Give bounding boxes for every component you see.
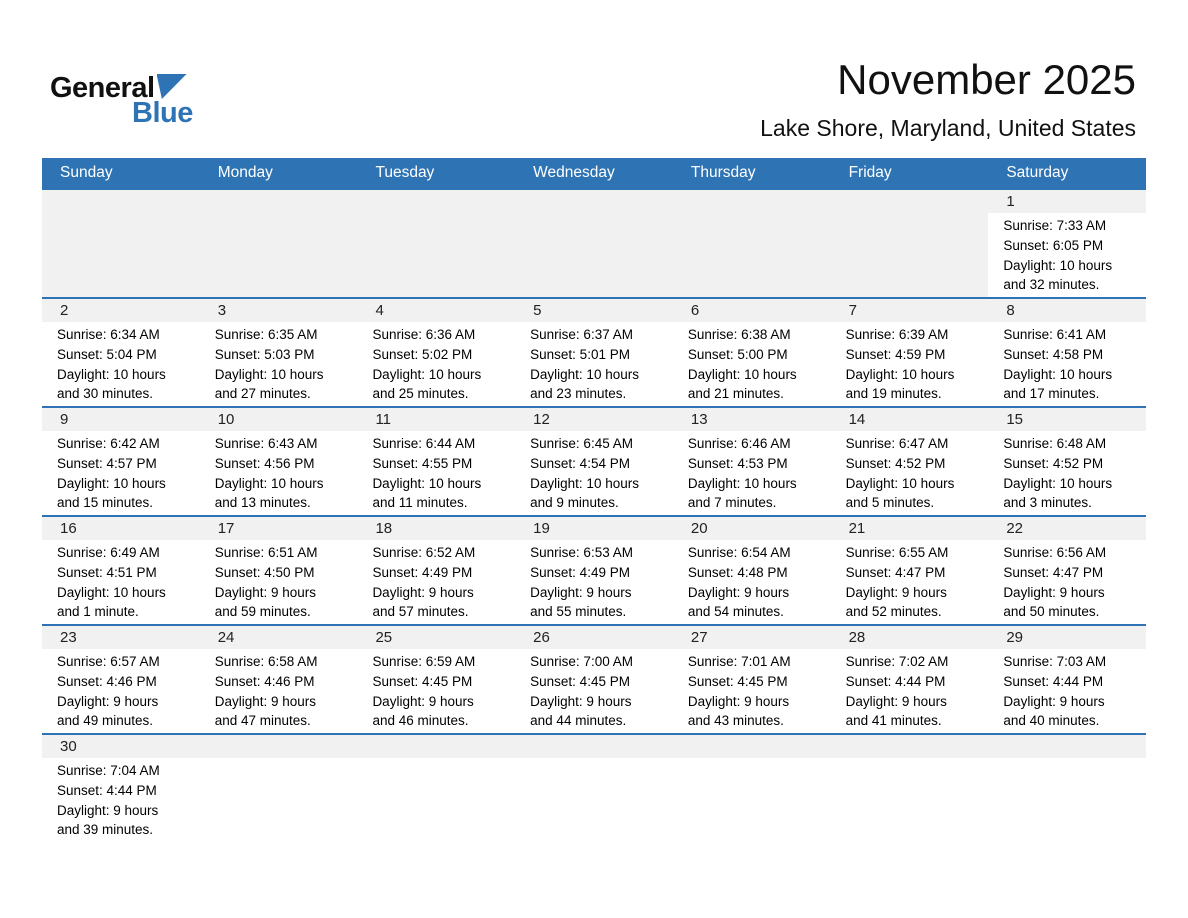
day-number: 7 — [848, 302, 857, 319]
sun-info-line: Daylight: 9 hours — [1003, 693, 1105, 709]
sun-info-line: Sunset: 4:51 PM — [57, 564, 157, 580]
sun-info-line: Sunrise: 7:04 AM — [57, 763, 160, 778]
sun-info-line: Sunrise: 6:37 AM — [530, 327, 633, 342]
day-number: 17 — [217, 520, 235, 537]
sun-info-line: Sunrise: 7:02 AM — [845, 654, 949, 669]
day-number-strip — [42, 735, 1146, 758]
day-number: 21 — [848, 520, 866, 537]
sun-info-line: and 46 minutes. — [372, 713, 469, 729]
general-blue-logo — [50, 74, 193, 128]
empty-day-number — [357, 190, 515, 213]
sun-info-line: Daylight: 10 hours — [57, 366, 166, 382]
sun-info-line: and 30 minutes. — [57, 386, 154, 402]
day-cell — [515, 322, 673, 406]
empty-day-number — [42, 190, 200, 213]
empty-day-cell — [988, 758, 1146, 842]
sun-info-line: Sunset: 4:54 PM — [530, 455, 630, 471]
day-cell — [831, 649, 989, 733]
sun-info-line: Daylight: 9 hours — [687, 584, 790, 600]
sun-info-line: Sunrise: 6:41 AM — [1003, 327, 1107, 342]
empty-day-cell — [200, 213, 358, 297]
empty-day-number — [357, 735, 515, 758]
day-cell — [831, 540, 989, 624]
day-cell — [42, 431, 200, 515]
weekday-header-row — [42, 158, 1146, 188]
sun-info-line: and 11 minutes. — [372, 495, 468, 511]
sun-info-line: and 17 minutes. — [1003, 386, 1100, 402]
sun-info-line: Daylight: 10 hours — [372, 366, 482, 382]
sun-info-line: Sunrise: 6:57 AM — [57, 654, 160, 669]
empty-day-number — [515, 190, 673, 213]
day-number: 5 — [533, 302, 542, 319]
sun-info-line: and 44 minutes. — [530, 713, 627, 729]
sun-info-line: Daylight: 10 hours — [687, 366, 797, 382]
sun-info-line: Sunrise: 6:39 AM — [845, 327, 949, 342]
day-number-strip — [42, 190, 1146, 213]
day-cell — [831, 322, 989, 406]
day-cell — [357, 431, 515, 515]
sun-info-line: and 55 minutes. — [530, 604, 627, 620]
sun-info-line: Sunrise: 6:48 AM — [1003, 436, 1107, 451]
sun-info-line: and 19 minutes. — [845, 386, 942, 402]
day-cell — [357, 540, 515, 624]
weekday-header-thursday: Thursday — [690, 164, 756, 181]
sun-info-line: and 57 minutes. — [372, 604, 469, 620]
sun-info-line: and 43 minutes. — [687, 713, 784, 729]
week-row — [42, 406, 1146, 515]
day-details-row — [42, 758, 1146, 842]
day-number-strip — [42, 626, 1146, 649]
sun-info-line: and 5 minutes. — [845, 495, 935, 511]
day-details-row — [42, 540, 1146, 624]
day-number: 2 — [60, 302, 69, 319]
day-cell — [515, 540, 673, 624]
sun-info-line: Sunset: 5:01 PM — [530, 346, 630, 362]
sun-info-line: Sunset: 4:44 PM — [845, 673, 946, 689]
empty-day-number — [200, 190, 358, 213]
sun-info-line: Sunrise: 6:53 AM — [530, 545, 633, 560]
sun-info-line: and 50 minutes. — [1003, 604, 1100, 620]
sun-info-line: Daylight: 10 hours — [57, 475, 166, 491]
day-cell — [988, 540, 1146, 624]
sun-info-line: Daylight: 9 hours — [214, 584, 317, 600]
empty-day-cell — [200, 758, 358, 842]
weekday-header-wednesday: Wednesday — [533, 164, 615, 181]
empty-day-cell — [515, 213, 673, 297]
sun-info-line: Daylight: 10 hours — [372, 475, 482, 491]
sun-info-line: and 1 minute. — [57, 604, 139, 620]
page-title: November 2025 — [837, 56, 1136, 103]
weekday-header-saturday: Saturday — [1006, 164, 1069, 181]
sun-info-line: Sunset: 4:44 PM — [1003, 673, 1104, 689]
empty-day-cell — [673, 213, 831, 297]
day-cell — [515, 649, 673, 733]
sun-info-line: Sunset: 4:47 PM — [845, 564, 946, 580]
empty-day-number — [515, 735, 673, 758]
sun-info-line: Sunset: 4:48 PM — [687, 564, 788, 580]
day-details-row — [42, 213, 1146, 297]
sun-info-line: and 39 minutes. — [57, 822, 154, 838]
sun-info-line: Daylight: 9 hours — [214, 693, 317, 709]
day-number: 24 — [217, 629, 235, 646]
day-cell — [200, 322, 358, 406]
day-details-row — [42, 649, 1146, 733]
week-row — [42, 297, 1146, 406]
day-number-strip — [42, 517, 1146, 540]
sun-info-line: Sunrise: 6:55 AM — [845, 545, 949, 560]
weekday-header-tuesday: Tuesday — [375, 164, 435, 181]
empty-day-cell — [673, 758, 831, 842]
sun-info-line: and 23 minutes. — [530, 386, 627, 402]
day-cell — [200, 649, 358, 733]
day-details-row — [42, 431, 1146, 515]
sun-info-line: Sunset: 4:58 PM — [1003, 346, 1104, 362]
day-cell — [515, 431, 673, 515]
day-number: 28 — [848, 629, 866, 646]
day-cell — [357, 649, 515, 733]
sun-info-line: Daylight: 10 hours — [530, 366, 639, 382]
logo-triangle-icon — [157, 74, 187, 99]
week-row — [42, 624, 1146, 733]
day-number: 25 — [375, 629, 393, 646]
day-cell — [673, 649, 831, 733]
empty-day-number — [673, 190, 831, 213]
sun-info-line: Sunset: 4:55 PM — [372, 455, 473, 471]
day-number: 9 — [60, 411, 69, 428]
sun-info-line: Sunset: 4:44 PM — [57, 782, 157, 798]
sun-info-line: and 7 minutes. — [687, 495, 777, 511]
sun-info-line: Daylight: 9 hours — [372, 693, 474, 709]
sun-info-line: and 52 minutes. — [845, 604, 942, 620]
day-number: 1 — [1006, 193, 1015, 210]
day-cell — [988, 431, 1146, 515]
weekday-header-monday: Monday — [217, 164, 273, 181]
day-cell — [42, 649, 200, 733]
day-number: 23 — [60, 629, 77, 646]
day-cell — [200, 431, 358, 515]
empty-day-number — [831, 190, 989, 213]
day-number: 14 — [848, 411, 866, 428]
day-number-strip — [42, 299, 1146, 322]
sun-info-line: Sunset: 4:49 PM — [372, 564, 473, 580]
sun-info-line: and 54 minutes. — [687, 604, 784, 620]
day-number: 13 — [690, 411, 708, 428]
sun-info-line: Daylight: 9 hours — [57, 693, 159, 709]
day-number: 12 — [533, 411, 550, 428]
calendar — [42, 158, 1146, 842]
sun-info-line: Daylight: 9 hours — [687, 693, 790, 709]
sun-info-line: Sunrise: 6:44 AM — [372, 436, 476, 451]
sun-info-line: Sunset: 5:03 PM — [214, 346, 315, 362]
sun-info-line: Sunset: 4:46 PM — [57, 673, 157, 689]
day-number: 4 — [375, 302, 384, 319]
sun-info-line: Sunrise: 6:43 AM — [214, 436, 318, 451]
sun-info-line: and 25 minutes. — [372, 386, 469, 402]
sun-info-line: Sunrise: 6:58 AM — [214, 654, 318, 669]
sun-info-line: Sunrise: 6:59 AM — [372, 654, 476, 669]
sun-info-line: Sunrise: 6:45 AM — [530, 436, 633, 451]
day-number: 8 — [1006, 302, 1015, 319]
week-row — [42, 515, 1146, 624]
location-subtitle: Lake Shore, Maryland, United States — [760, 115, 1136, 141]
sun-info-line: and 49 minutes. — [57, 713, 154, 729]
day-number: 27 — [690, 629, 708, 646]
empty-day-number — [988, 735, 1146, 758]
sun-info-line: Sunrise: 6:49 AM — [57, 545, 160, 560]
sun-info-line: Daylight: 9 hours — [845, 693, 947, 709]
day-number: 3 — [217, 302, 227, 319]
sun-info-line: Sunrise: 7:03 AM — [1003, 654, 1107, 669]
sun-info-line: Daylight: 10 hours — [214, 366, 324, 382]
empty-day-number — [200, 735, 358, 758]
day-cell — [988, 322, 1146, 406]
sun-info-line: Sunset: 4:56 PM — [214, 455, 315, 471]
empty-day-number — [673, 735, 831, 758]
sun-info-line: Daylight: 9 hours — [530, 584, 632, 600]
day-cell — [673, 431, 831, 515]
week-row — [42, 733, 1146, 842]
weekday-header-sunday: Sunday — [60, 164, 113, 181]
sun-info-line: Sunset: 4:52 PM — [1003, 455, 1104, 471]
sun-info-line: Sunrise: 6:38 AM — [687, 327, 791, 342]
sun-info-line: Sunset: 4:53 PM — [687, 455, 788, 471]
sun-info-line: Daylight: 10 hours — [845, 475, 955, 491]
day-cell — [988, 213, 1146, 297]
logo-word-blue: Blue — [132, 97, 193, 129]
empty-day-cell — [357, 213, 515, 297]
day-number: 16 — [60, 520, 77, 537]
sun-info-line: and 13 minutes. — [214, 495, 311, 511]
day-cell — [673, 540, 831, 624]
day-cell — [200, 540, 358, 624]
sun-info-line: Sunset: 4:49 PM — [530, 564, 630, 580]
sun-info-line: Sunrise: 6:42 AM — [57, 436, 160, 451]
day-number: 29 — [1006, 629, 1023, 646]
empty-day-cell — [42, 213, 200, 297]
sun-info-line: Sunrise: 6:51 AM — [214, 545, 318, 560]
sun-info-line: Sunrise: 6:34 AM — [57, 327, 160, 342]
empty-day-cell — [831, 758, 989, 842]
logo-word-general: General — [50, 72, 155, 104]
sun-info-line: Sunset: 4:45 PM — [687, 673, 788, 689]
sun-info-line: Sunset: 5:02 PM — [372, 346, 473, 362]
sun-info-line: Daylight: 9 hours — [372, 584, 474, 600]
sun-info-line: Sunset: 4:52 PM — [845, 455, 946, 471]
day-cell — [357, 322, 515, 406]
sun-info-line: Sunrise: 7:00 AM — [530, 654, 633, 669]
sun-info-line: Daylight: 9 hours — [1003, 584, 1105, 600]
day-details-row — [42, 322, 1146, 406]
sun-info-line: Sunset: 6:05 PM — [1003, 237, 1104, 253]
sun-info-line: Daylight: 10 hours — [530, 475, 639, 491]
sun-info-line: Sunset: 4:47 PM — [1003, 564, 1104, 580]
sun-info-line: Sunset: 4:59 PM — [845, 346, 946, 362]
day-cell — [988, 649, 1146, 733]
day-number: 19 — [533, 520, 550, 537]
sun-info-line: and 47 minutes. — [214, 713, 311, 729]
weekday-header-friday: Friday — [848, 164, 892, 181]
empty-day-cell — [515, 758, 673, 842]
day-cell — [831, 431, 989, 515]
day-number: 15 — [1006, 411, 1023, 428]
day-cell — [42, 758, 200, 842]
week-row — [42, 188, 1146, 297]
empty-day-number — [831, 735, 989, 758]
day-number: 10 — [217, 411, 235, 428]
sun-info-line: Sunrise: 6:54 AM — [687, 545, 791, 560]
sun-info-line: Sunset: 4:45 PM — [530, 673, 630, 689]
sun-info-line: Daylight: 10 hours — [57, 584, 166, 600]
sun-info-line: and 59 minutes. — [214, 604, 311, 620]
sun-info-line: Daylight: 10 hours — [845, 366, 955, 382]
sun-info-line: Daylight: 10 hours — [1003, 366, 1113, 382]
sun-info-line: Sunset: 4:46 PM — [214, 673, 315, 689]
sun-info-line: Sunrise: 6:56 AM — [1003, 545, 1107, 560]
day-number: 20 — [690, 520, 708, 537]
sun-info-line: Sunrise: 7:01 AM — [687, 654, 791, 669]
sun-info-line: Sunrise: 7:33 AM — [1003, 218, 1107, 233]
sun-info-line: Daylight: 10 hours — [1003, 475, 1113, 491]
sun-info-line: Sunrise: 6:47 AM — [845, 436, 949, 451]
day-number: 26 — [533, 629, 550, 646]
sun-info-line: and 27 minutes. — [214, 386, 311, 402]
sun-info-line: Sunrise: 6:52 AM — [372, 545, 476, 560]
sun-info-line: Sunset: 5:00 PM — [687, 346, 788, 362]
day-cell — [42, 322, 200, 406]
sun-info-line: Daylight: 9 hours — [57, 802, 159, 818]
sun-info-line: Sunrise: 6:46 AM — [687, 436, 791, 451]
sun-info-line: Sunset: 4:57 PM — [57, 455, 157, 471]
sun-info-line: and 3 minutes. — [1003, 495, 1092, 511]
day-cell — [673, 322, 831, 406]
calendar-grid — [42, 188, 1146, 842]
sun-info-line: Sunset: 5:04 PM — [57, 346, 157, 362]
day-number: 11 — [375, 411, 392, 428]
sun-info-line: and 41 minutes. — [845, 713, 942, 729]
sun-info-line: Sunset: 4:50 PM — [214, 564, 315, 580]
sun-info-line: Daylight: 10 hours — [1003, 257, 1113, 273]
empty-day-cell — [831, 213, 989, 297]
day-number: 22 — [1006, 520, 1023, 537]
day-number-strip — [42, 408, 1146, 431]
sun-info-line: Sunrise: 6:35 AM — [214, 327, 318, 342]
day-cell — [42, 540, 200, 624]
day-number: 6 — [690, 302, 700, 319]
sun-info-line: and 21 minutes. — [687, 386, 784, 402]
sun-info-line: Sunrise: 6:36 AM — [372, 327, 476, 342]
page-header — [0, 0, 1188, 158]
sun-info-line: Daylight: 9 hours — [530, 693, 632, 709]
day-number: 30 — [60, 738, 77, 755]
day-number: 18 — [375, 520, 393, 537]
sun-info-line: and 40 minutes. — [1003, 713, 1100, 729]
empty-day-cell — [357, 758, 515, 842]
sun-info-line: and 9 minutes. — [530, 495, 619, 511]
sun-info-line: Sunset: 4:45 PM — [372, 673, 473, 689]
sun-info-line: Daylight: 10 hours — [214, 475, 324, 491]
sun-info-line: and 15 minutes. — [57, 495, 154, 511]
sun-info-line: and 32 minutes. — [1003, 277, 1100, 293]
sun-info-line: Daylight: 9 hours — [845, 584, 947, 600]
sun-info-line: Daylight: 10 hours — [687, 475, 797, 491]
